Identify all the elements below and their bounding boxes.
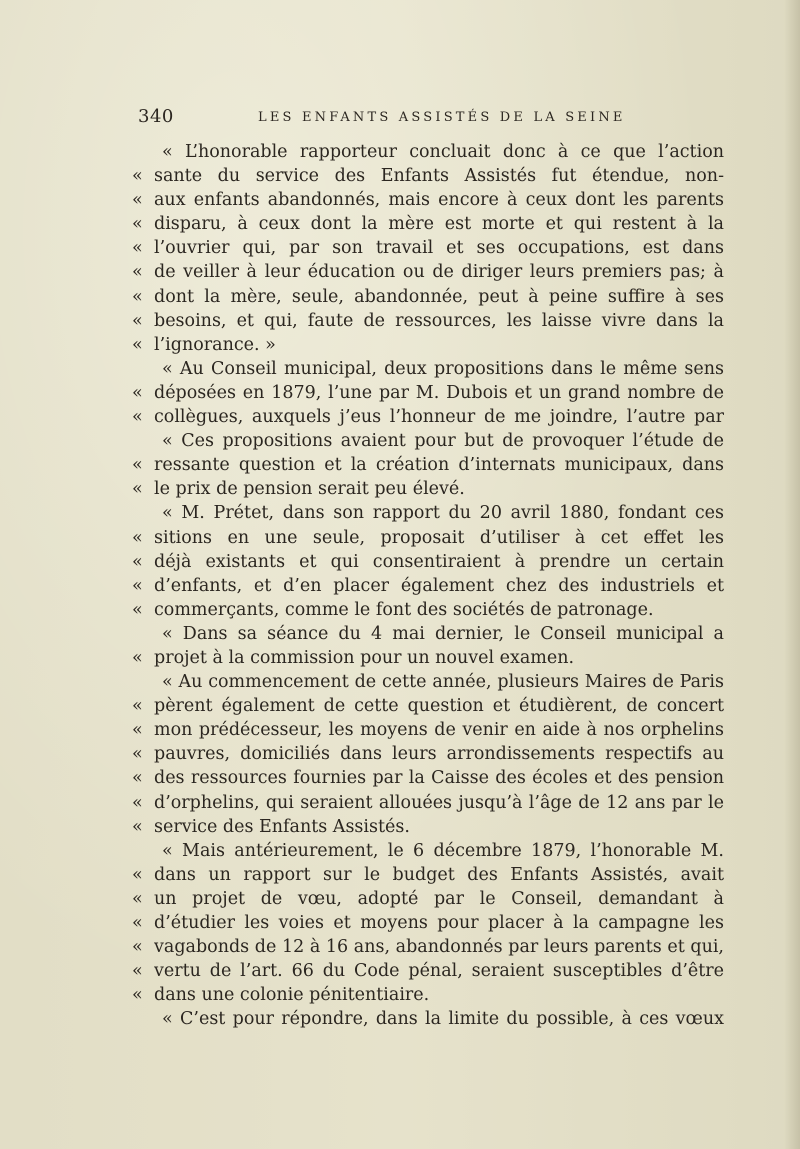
line-text: vertu de l’art. 66 du Code pénal, seraient susceptibles d’être [154, 961, 724, 982]
text-line [132, 526, 724, 550]
text-line [132, 694, 724, 718]
text-line [132, 381, 724, 405]
quote-mark: « [132, 985, 143, 1006]
line-text: l’ouvrier qui, par son travail et ses occupations, est dans [154, 238, 724, 259]
paragraph-first-line [132, 622, 724, 646]
quote-mark: « [132, 262, 143, 283]
paragraph-first-line [132, 429, 724, 453]
text-line [132, 405, 724, 429]
quote-mark: « [132, 455, 143, 476]
quote-mark: « [132, 816, 143, 837]
quote-mark: « [132, 190, 143, 211]
text-line [132, 935, 724, 959]
quote-mark: « [132, 961, 143, 982]
line-text: d’enfants, et d’en placer également chez des industriels et [154, 575, 724, 596]
quote-mark: « [132, 792, 143, 813]
text-line [132, 959, 724, 983]
line-text: des ressources fournies par la Caisse des écoles et des pension [154, 768, 724, 789]
text-line [132, 550, 724, 574]
page-edge-shadow [784, 0, 800, 1149]
text-line [132, 598, 724, 622]
quote-mark: « [132, 913, 143, 933]
quote-mark: « [132, 214, 143, 235]
line-text: « Mais antérieurement, le 6 décembre 1879, l’honorable M. [162, 840, 724, 861]
line-text: disparu, à ceux dont la mère est morte et qui restent à la [154, 214, 724, 235]
text-line [132, 236, 724, 260]
line-text: collègues, auxquels j’eus l’honneur de me joindre, l’autre par [154, 407, 724, 428]
line-text: « Ces propositions avaient pour but de provoquer l’étude de [162, 431, 724, 452]
text-line [132, 646, 724, 670]
quote-mark: « [132, 551, 143, 572]
quote-mark: « [132, 575, 143, 596]
text-line [132, 791, 724, 815]
text-line [132, 742, 724, 766]
line-text: de veiller à leur éducation ou de diriger leurs premiers pas; à [154, 262, 724, 283]
paragraph-first-line [132, 140, 724, 164]
line-text: « Au Conseil municipal, deux propositions dans le même sens [162, 358, 724, 379]
line-text: besoins, et qui, faute de ressources, les laisse vivre dans la [154, 310, 724, 331]
line-text: « C’est pour répondre, dans la limite du possible, à ces vœux [162, 1009, 724, 1030]
line-text: aux enfants abandonnés, mais encore à ceux dont les parents [154, 190, 724, 211]
line-text: déjà existants et qui consentiraient à prendre un certain [154, 551, 724, 572]
line-text: « L’honorable rapporteur concluait donc à ce que l’action [162, 142, 724, 162]
paragraph-first-line [132, 839, 724, 863]
line-text: dans un rapport sur le budget des Enfants Assistés, avait [154, 864, 724, 885]
line-text: « M. Prétet, dans son rapport du 20 avril 1880, fondant ces [162, 503, 724, 524]
quote-mark: « [132, 407, 143, 428]
line-text: projet à la commission pour un nouvel examen. [154, 647, 575, 668]
text-line [132, 718, 724, 742]
quote-mark: « [132, 888, 143, 909]
page-header [138, 106, 723, 130]
line-text: ressante question et la création d’internats municipaux, dans [154, 455, 724, 476]
text-line [132, 212, 724, 236]
line-text: « Au commencement de cette année, plusieurs Maires de Paris [162, 672, 724, 693]
quote-mark: « [132, 479, 143, 500]
line-text: un projet de vœu, adopté par le Conseil, demandant à [154, 888, 724, 909]
text-line [132, 309, 724, 333]
line-text: commerçants, comme le font des sociétés de patronage. [154, 599, 654, 620]
text-line [132, 815, 724, 839]
quote-mark: « [132, 166, 143, 187]
text-line [132, 887, 724, 911]
line-text: déposées en 1879, l’une par M. Dubois et un grand nombre de [154, 382, 724, 403]
quote-mark: « [132, 768, 143, 789]
running-title: LES ENFANTS ASSISTÉS DE LA SEINE [258, 110, 626, 125]
text-line [132, 477, 724, 501]
text-line [132, 911, 724, 935]
quote-mark: « [132, 238, 143, 259]
paragraph-first-line [132, 1007, 724, 1031]
quote-mark: « [132, 864, 143, 885]
line-text: d’orphelins, qui seraient allouées jusqu’à l’âge de 12 ans par le [154, 792, 724, 813]
page-number: 340 [138, 106, 174, 127]
text-line [132, 574, 724, 598]
quote-mark: « [132, 286, 143, 307]
paragraph-first-line [132, 501, 724, 525]
line-text: pèrent également de cette question et étudièrent, de concert [154, 696, 724, 717]
body-text [132, 140, 724, 1031]
paragraph-first-line [132, 670, 724, 694]
text-line [132, 983, 724, 1007]
line-text: d’étudier les voies et moyens pour placer à la campagne les [154, 913, 724, 933]
paragraph-first-line [132, 357, 724, 381]
text-line [132, 863, 724, 887]
quote-mark: « [132, 720, 143, 741]
text-line [132, 260, 724, 284]
text-line [132, 333, 724, 357]
quote-mark: « [132, 696, 143, 717]
quote-mark: « [132, 527, 143, 548]
line-text: sante du service des Enfants Assistés fut étendue, non- [154, 166, 724, 187]
line-text: « Dans sa séance du 4 mai dernier, le Conseil municipal a [162, 623, 724, 644]
line-text: l’ignorance. » [154, 334, 276, 355]
text-line [132, 188, 724, 212]
quote-mark: « [132, 744, 143, 765]
line-text: service des Enfants Assistés. [154, 816, 410, 837]
text-line [132, 766, 724, 790]
quote-mark: « [132, 647, 143, 668]
line-text: vagabonds de 12 à 16 ans, abandonnés par leurs parents et qui, [154, 937, 724, 958]
text-line [132, 453, 724, 477]
line-text: mon prédécesseur, les moyens de venir en aide à nos orphelins [154, 720, 724, 741]
line-text: le prix de pension serait peu élevé. [154, 479, 465, 500]
line-text: dans une colonie pénitentiaire. [154, 985, 430, 1006]
quote-mark: « [132, 334, 143, 355]
quote-mark: « [132, 599, 143, 620]
quote-mark: « [132, 937, 143, 958]
quote-mark: « [132, 310, 143, 331]
line-text: dont la mère, seule, abandonnée, peut à peine suffire à ses [154, 286, 724, 307]
text-line [132, 285, 724, 309]
text-line [132, 164, 724, 188]
line-text: sitions en une seule, proposait d’utiliser à cet effet les [154, 527, 724, 548]
quote-mark: « [132, 382, 143, 403]
line-text: pauvres, domiciliés dans leurs arrondissements respectifs au [154, 744, 724, 765]
